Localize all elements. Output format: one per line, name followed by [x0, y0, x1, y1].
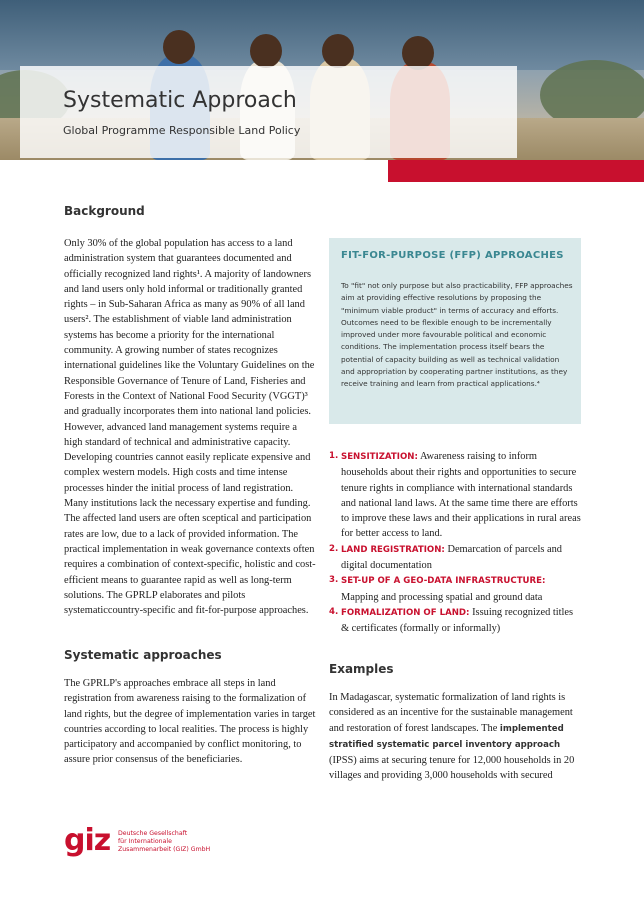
logo-line: Deutsche Gesellschaft [118, 830, 188, 837]
step-keyword: LAND REGISTRATION: [341, 544, 445, 555]
step-text: Demarcation of parcels and digital documentation [341, 543, 562, 572]
systematic-paragraph: The GPRLP's approaches embrace all steps in land registration from awareness raising to the formalization of land rights, but the degree of implementation varies in target countries according to local realities. The process is highly participatory and accompanied by conflict monitoring, to assure prior consensus of the beneficiaries. [64, 678, 316, 766]
logo-line: für Internationale [118, 838, 172, 845]
giz-logo [64, 823, 211, 858]
logo-line: Zusammenarbeit (GIZ) GmbH [118, 846, 211, 853]
examples-highlight: implemented stratified systematic parcel inventory approach [329, 723, 564, 750]
ffp-title: FIT-FOR-PURPOSE (FFP) APPROACHES [341, 250, 564, 261]
examples-text: In Madagascar, systematic formalization of land rights is considered as an incentive for the sustainable management and restoration of forest landscapes. The [329, 692, 573, 734]
examples-paragraph [329, 690, 581, 784]
step-item [329, 573, 581, 605]
page-title: Systematic Approach [63, 88, 297, 113]
hero-head [322, 34, 354, 68]
background-heading: Background [64, 204, 145, 218]
steps-list [329, 449, 581, 637]
step-keyword: FORMALIZATION OF LAND: [341, 607, 470, 618]
step-number: 1. [329, 451, 339, 461]
ffp-text: To "fit" not only purpose but also practicability, FFP approaches aim at providing effective resolutions by proposing the "minimum viable product" in terms of accuracy and efforts. Outcomes need to be flexible enough to be incrementally improved under more favourable political and economic conditions. The implementation process itself bears the potential of capacity building as well as technical validation and appropriation by cooperating partner institutions, as they receive training and learn from practical applications.⁴ [341, 281, 573, 389]
step-number: 3. [329, 575, 339, 586]
accent-bar [388, 160, 644, 182]
hero-head [402, 36, 434, 70]
step-keyword: SET-UP OF A GEO-DATA INFRASTRUCTURE: [341, 576, 546, 587]
systematic-heading: Systematic approaches [64, 648, 222, 662]
examples-text-end: (IPSS) aims at securing tenure for 12,000 households in 20 villages and providing 3,000 households with secured [329, 755, 575, 782]
step-number: 4. [329, 606, 339, 617]
step-keyword: SENSITIZATION: [341, 452, 418, 462]
hero-head [250, 34, 282, 68]
step-item [329, 605, 581, 637]
step-text: Awareness raising to inform households about their rights and opportunities to secure tenure rights in compliance with international standards and national land laws. At the same time there are efforts to improve these laws and their applications in rural areas for better access to land. [341, 451, 581, 540]
background-paragraph: Only 30% of the global population has access to a land administration system that guarantees documented and officially recognized land rights¹. A majority of landowners and land users only hold informal or traditionally granted rights – in Sub-Saharan Africa as many as 90% of all land users². The establishment of viable land administration systems has become a priority for the international community. A growing number of states recognizes international guidelines like the Voluntary Guidelines on the Responsible Governance of Tenure of Land, Fisheries and Forests in the Context of National Food Security (VGGT)³ and gradually incorporates them into national land policies. However, advanced land management systems require a high standard of technical and administrative capacity. Developing countries cannot easily replicate expensive and complex western models. High costs and time intense processes hinder the initial process of land registration. Many institutions lack the necessary expertise and funding. The affected land users are often sceptical and participation rates are low, due to a lack of provided information. The practical implementation in weak governance contexts often requires a combination of context-specific, holistic and cost-efficient means to guarantee rapid as well as long-term solutions. The GPRLP elaborates and pilots systematiccountry-specific and fit-for-purpose approaches. [64, 238, 316, 617]
step-item [329, 542, 581, 574]
logo-mark: giz [64, 823, 111, 858]
hero-head [163, 30, 195, 64]
step-text: Issuing recognized titles & certificates (formally or informally) [341, 606, 574, 635]
step-item [329, 449, 581, 542]
step-number: 2. [329, 543, 339, 554]
page-subtitle: Global Programme Responsible Land Policy [63, 124, 301, 137]
ffp-box [329, 238, 581, 424]
hero-sky [0, 0, 644, 70]
examples-heading: Examples [329, 662, 394, 676]
logo-text [118, 830, 238, 854]
step-text: Mapping and processing spatial and ground data [341, 591, 543, 603]
